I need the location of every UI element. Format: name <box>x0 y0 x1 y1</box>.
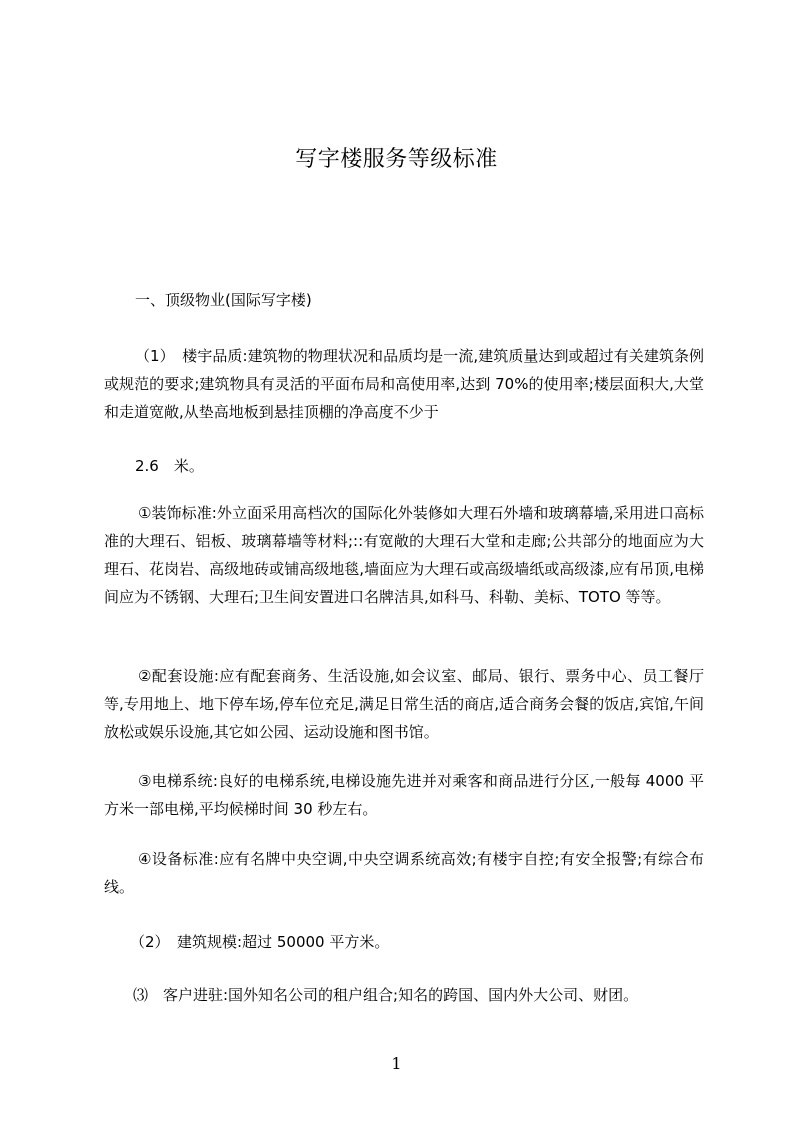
item-1-building-quality: （1） 楼宇品质:建筑物的物理状况和品质均是一流,建筑质量达到或超过有关建筑条例或规范的要求;建筑物具有灵活的平面布局和高使用率,达到 70%的使用率;楼层面积大,大堂和走道宽敞,从垫高地板到悬挂顶棚的净高度不少于 <box>104 347 704 421</box>
item-2-building-scale: （2） 建筑规模:超过 50000 平方米。 <box>130 933 390 951</box>
sub-item-elevator-system: ③电梯系统:良好的电梯系统,电梯设施先进并对乘客和商品进行分区,一般每 4000 平方米一部电梯,平均候梯时间 30 秒左右。 <box>104 772 704 818</box>
sub-item-equipment-standard: ④设备标准:应有名牌中央空调,中央空调系统高效;有楼宇自控;有安全报警;有综合布线。 <box>104 850 704 896</box>
sub-item-supporting-facilities: ②配套设施:应有配套商务、生活设施,如会议室、邮局、银行、票务中心、员工餐厅等,专用地上、地下停车场,停车位充足,满足日常生活的商店,适合商务会餐的饭店,宾馆,午间放松或娱乐设施,其它如公园、运动设施和图书馆。 <box>104 667 704 741</box>
item-3-tenants: ⑶ 客户进驻:国外知名公司的租户组合;知名的跨国、国内外大公司、财团。 <box>133 986 639 1004</box>
item-1-continuation: 2.6 米。 <box>135 457 204 475</box>
page-number: 1 <box>391 1054 402 1073</box>
sub-item-decoration-standard: ①装饰标准:外立面采用高档次的国际化外装修如大理石外墙和玻璃幕墙,采用进口高标准的大理石、铝板、玻璃幕墙等材料;::有宽敞的大理石大堂和走廊;公共部分的地面应为大理石、花岗岩、高级地砖或铺高级地毯,墙面应为大理石或高级墙纸或高级漆,应有吊顶,电梯间应为不锈钢、大理石;卫生间安置进口名牌洁具,如科马、科勒、美标、TOTO 等等。 <box>104 504 704 606</box>
section-heading: 一、顶级物业(国际写字楼) <box>135 291 312 309</box>
document-title: 写字楼服务等级标准 <box>295 147 498 172</box>
